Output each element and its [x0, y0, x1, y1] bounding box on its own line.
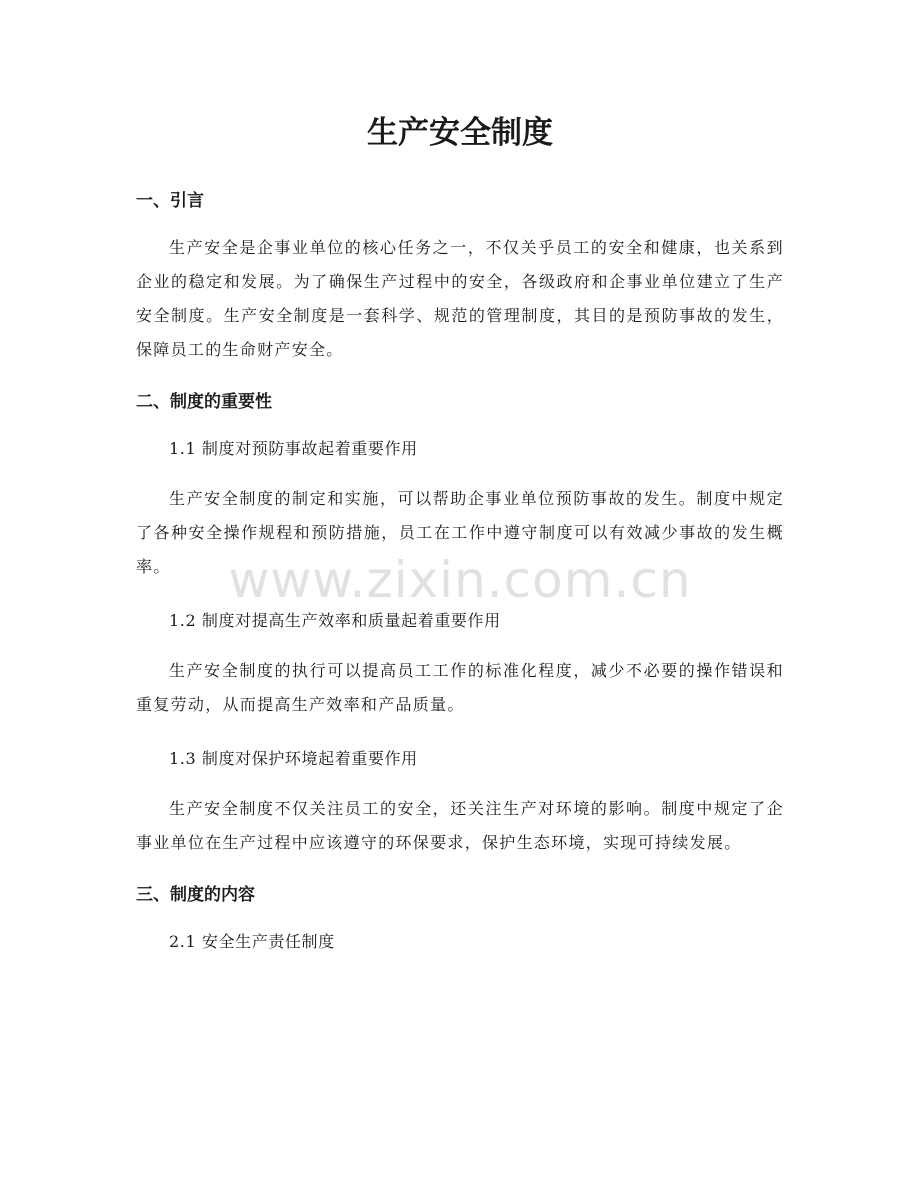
watermark: www.zixin.com.cn — [228, 551, 692, 609]
introduction-paragraph: 生产安全是企事业单位的核心任务之一，不仅关乎员工的安全和健康，也关系到企业的稳定和发展。为了确保生产过程中的安全，各级政府和企事业单位建立了生产安全制度。生产安全制度是一套科学、规范的管理制度，其目的是预防事故的发生，保障员工的生命财产安全。 — [136, 238, 784, 359]
subsection-title-1-2: 1.2 制度对提高生产效率和质量起着重要作用 — [169, 611, 501, 630]
subsection-paragraph-1-3: 生产安全制度不仅关注员工的安全，还关注生产对环境的影响。制度中规定了企事业单位在生产过程中应该遵守的环保要求，保护生态环境，实现可持续发展。 — [136, 799, 784, 852]
document-body — [136, 186, 784, 975]
subsection-paragraph-1-2: 生产安全制度的执行可以提高员工工作的标准化程度，减少不必要的操作错误和重复劳动，从而提高生产效率和产品质量。 — [136, 661, 784, 714]
subsection-title-1-1: 1.1 制度对预防事故起着重要作用 — [169, 439, 418, 458]
section-heading-introduction: 一、引言 — [136, 191, 204, 211]
section-heading-importance: 二、制度的重要性 — [136, 392, 272, 412]
subsection-title-2-1: 2.1 安全生产责任制度 — [169, 932, 335, 951]
subsection-title-1-3: 1.3 制度对保护环境起着重要作用 — [169, 749, 418, 768]
section-heading-content: 三、制度的内容 — [136, 885, 255, 905]
page-title: 生产安全制度 — [367, 115, 553, 151]
subsection-paragraph-1-1: 生产安全制度的制定和实施，可以帮助企事业单位预防事故的发生。制度中规定了各种安全操作规程和预防措施，员工在工作中遵守制度可以有效减少事故的发生概率。 — [136, 489, 784, 576]
